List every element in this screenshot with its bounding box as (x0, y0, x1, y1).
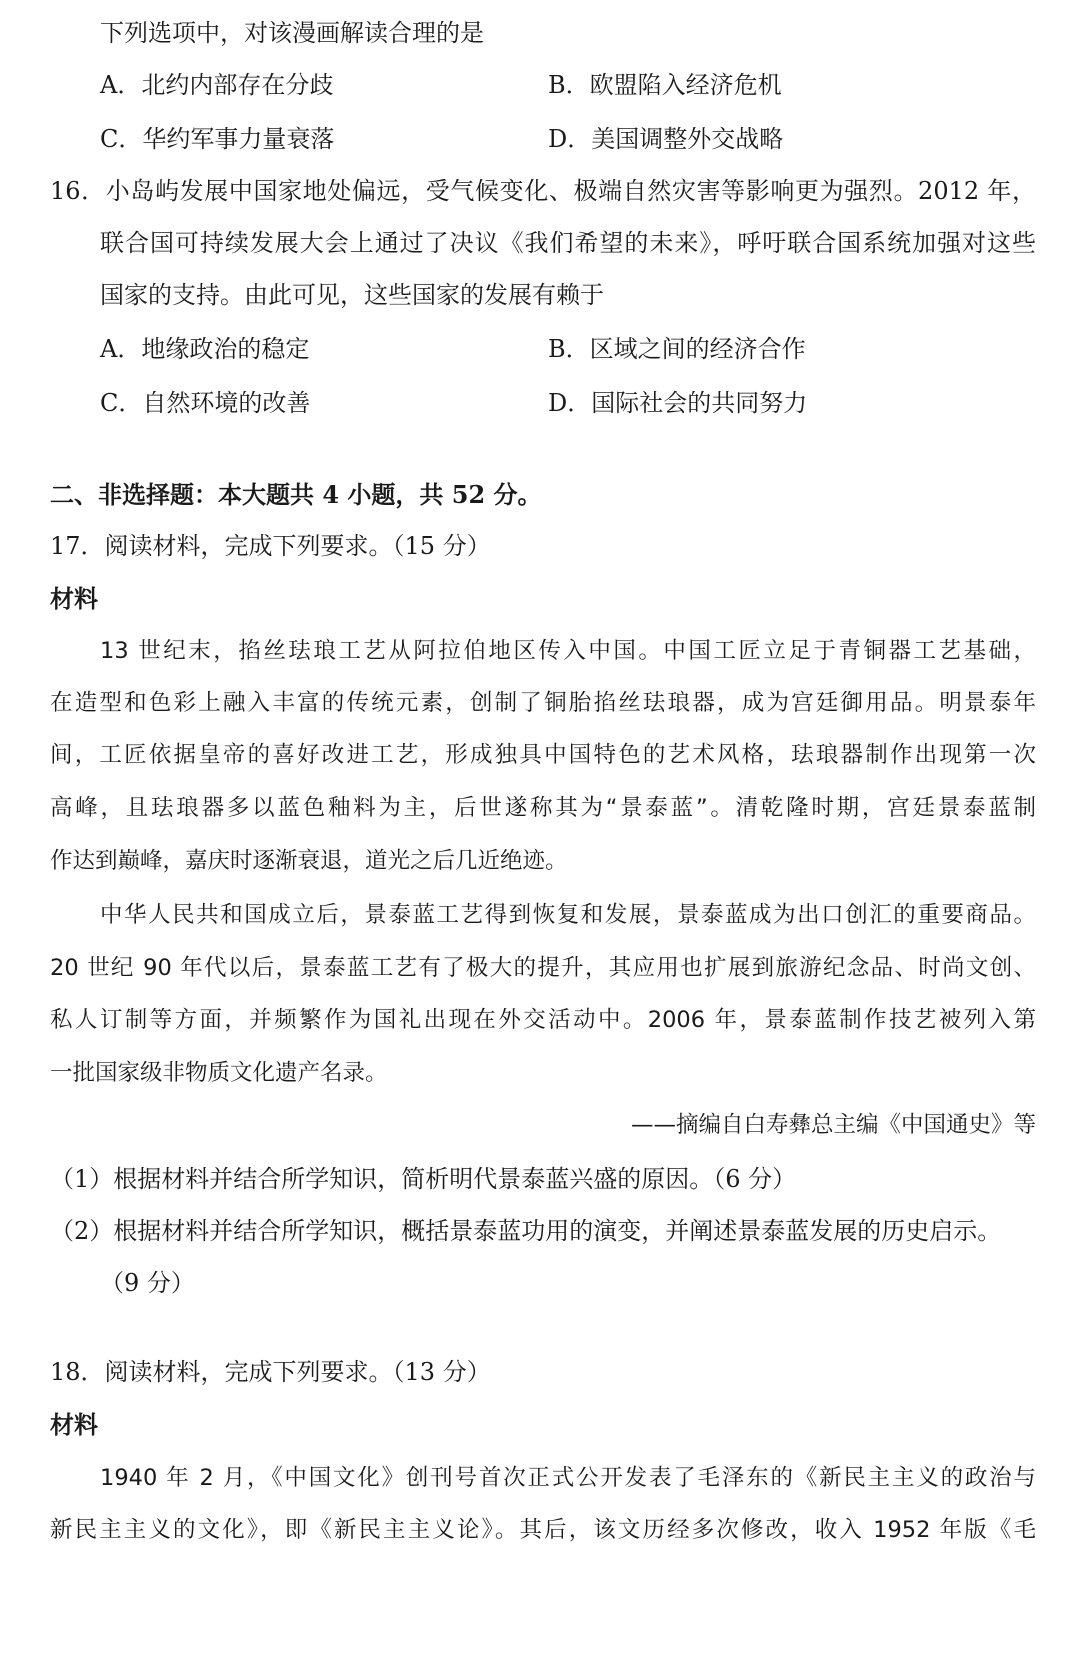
q17-material-p1-line-3: 间，工匠依据皇帝的喜好改进工艺，形成独具中国特色的艺术风格，珐琅器制作出现第一次 (50, 742, 1036, 768)
q17-material-label: 材料 (50, 584, 98, 613)
q15-option-c: C．华约军事力量衰落 (100, 125, 335, 153)
q16-stem-line-1: 16．小岛屿发展中国家地处偏远，受气候变化、极端自然灾害等影响更为强烈。2012 年， (50, 177, 1036, 205)
q17-subquestion-2-score: （9 分） (100, 1269, 195, 1297)
q17-material-p2-line-1: 中华人民共和国成立后，景泰蓝工艺得到恢复和发展，景泰蓝成为出口创汇的重要商品。 (100, 902, 1036, 928)
q15-stem: 下列选项中，对该漫画解读合理的是 (100, 19, 484, 47)
q18-title: 18．阅读材料，完成下列要求。（13 分） (50, 1358, 491, 1386)
q17-material-p2-line-3: 私人订制等方面，并频繁作为国礼出现在外交活动中。2006 年，景泰蓝制作技艺被列入第 (50, 1007, 1036, 1033)
q17-title: 17．阅读材料，完成下列要求。（15 分） (50, 532, 491, 560)
q18-material-line-2: 新民主主义的文化》，即《新民主主义论》。其后，该文历经多次修改，收入 1952 年版《毛 (50, 1517, 1036, 1543)
q17-source: ——摘编自白寿彝总主编《中国通史》等 (630, 1112, 1036, 1138)
q16-stem-line-3: 国家的支持。由此可见，这些国家的发展有赖于 (100, 281, 604, 309)
q17-subquestion-2: （2）根据材料并结合所学知识，概括景泰蓝功用的演变，并阐述景泰蓝发展的历史启示。 (50, 1217, 1002, 1245)
section-heading: 二、非选择题：本大题共 4 小题，共 52 分。 (50, 480, 542, 509)
q17-material-p2-line-4: 一批国家级非物质文化遗产名录。 (50, 1060, 388, 1086)
q15-option-a: A．北约内部存在分歧 (100, 71, 334, 99)
q18-material-label: 材料 (50, 1410, 98, 1439)
q17-material-p1-line-1: 13 世纪末，掐丝珐琅工艺从阿拉伯地区传入中国。中国工匠立足于青铜器工艺基础， (100, 638, 1036, 664)
q16-option-d: D．国际社会的共同努力 (548, 389, 808, 417)
q17-material-p1-line-2: 在造型和色彩上融入丰富的传统元素，创制了铜胎掐丝珐琅器，成为宫廷御用品。明景泰年 (50, 690, 1036, 716)
q16-stem-line-2: 联合国可持续发展大会上通过了决议《我们希望的未来》，呼吁联合国系统加强对这些 (100, 229, 1036, 257)
q16-option-b: B．区域之间的经济合作 (548, 335, 806, 363)
q18-material-line-1: 1940 年 2 月，《中国文化》创刊号首次正式公开发表了毛泽东的《新民主主义的政治与 (100, 1465, 1036, 1491)
q15-option-b: B．欧盟陷入经济危机 (548, 71, 782, 99)
q17-material-p1-line-4: 高峰，且珐琅器多以蓝色釉料为主，后世遂称其为“景泰蓝”。清乾隆时期，宫廷景泰蓝制 (50, 795, 1036, 821)
q17-material-p2-line-2: 20 世纪 90 年代以后，景泰蓝工艺有了极大的提升，其应用也扩展到旅游纪念品、时尚文创、 (50, 955, 1037, 981)
q17-material-p1-line-5: 作达到巅峰，嘉庆时逐渐衰退，道光之后几近绝迹。 (50, 848, 568, 874)
q16-option-a: A．地缘政治的稳定 (100, 335, 310, 363)
q17-subquestion-1: （1）根据材料并结合所学知识，简析明代景泰蓝兴盛的原因。（6 分） (50, 1165, 797, 1193)
q16-option-c: C．自然环境的改善 (100, 389, 311, 417)
q15-option-d: D．美国调整外交战略 (548, 125, 784, 153)
